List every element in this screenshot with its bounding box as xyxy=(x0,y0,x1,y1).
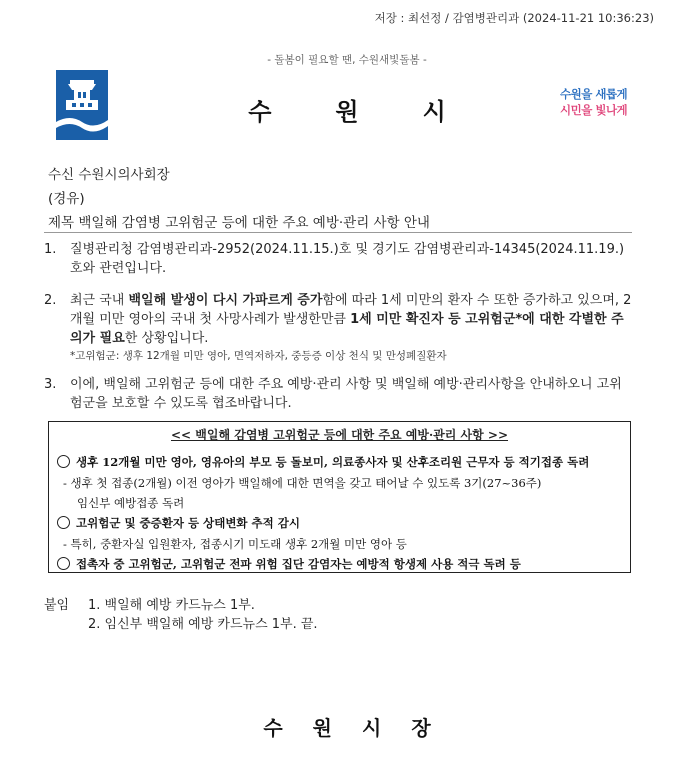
header-divider xyxy=(44,232,632,233)
box-title: << 백일해 감염병 고위험군 등에 대한 주요 예방·관리 사항 >> xyxy=(170,428,509,442)
circle-bullet-icon xyxy=(57,455,70,468)
paragraph-2-bold-b: 1세 미만 확진자 등 고위험군*에 대한 각별한 주의가 필요 xyxy=(70,312,624,346)
subject-line: 제목 백일해 감염병 고위험군 등에 대한 주요 예방·관리 사항 안내 xyxy=(48,215,430,231)
paragraph-1-text: 질병관리청 감염병관리과-2952(2024.11.15.)호 및 경기도 감염병관리과-14345(2024.11.19.) 호와 관련입니다. xyxy=(70,242,625,276)
prevention-guidelines-box xyxy=(48,421,631,573)
paragraph-2-bold-a: 백일해 발생이 다시 가파르게 증가 xyxy=(128,293,323,308)
paragraph-2 xyxy=(44,291,634,364)
paragraph-1 xyxy=(44,240,634,278)
guideline-item-1-sub-2: 임신부 예방접종 독려 xyxy=(77,496,185,510)
paragraph-2-text-b: 함에 따라 1세 미만의 환자 수 또한 증가하고 있으며, 2개월 미만 영아의 국내 첫 사망사례가 발생한만큼 xyxy=(70,293,632,327)
attachments-label: 붙임 xyxy=(44,598,70,613)
brand-slogan-line2: 시민을 빛나게 xyxy=(560,103,628,117)
brand-slogan-logo xyxy=(560,86,636,124)
via-line: (경유) xyxy=(48,191,85,207)
recipient-line: 수신 수원시의사회장 xyxy=(48,167,170,183)
guideline-item-2-text: 고위험군 및 중증환자 등 상태변화 추적 감시 xyxy=(76,516,300,530)
guideline-item-2 xyxy=(57,515,300,531)
attachment-1: 1. 백일해 예방 카드뉴스 1부. xyxy=(88,598,255,613)
attachment-2: 2. 임신부 백일해 예방 카드뉴스 1부. 끝. xyxy=(88,617,318,632)
guideline-item-3-text: 접촉자 중 고위험군, 고위험군 전파 위험 집단 감염자는 예방적 항생제 사용 적극 독려 등 xyxy=(76,557,521,571)
slogan: - 돌봄이 필요할 땐, 수원새빛돌봄 - xyxy=(267,54,427,66)
paragraph-3-text: 이에, 백일해 고위험군 등에 대한 주요 예방·관리 사항 및 백일해 예방·관리사항을 안내하오니 고위험군을 보호할 수 있도록 협조바랍니다. xyxy=(70,377,622,411)
guideline-item-1 xyxy=(57,454,589,470)
paragraph-2-text-a: 최근 국내 xyxy=(70,293,129,308)
brand-slogan-line1: 수원을 새롭게 xyxy=(560,87,628,101)
guideline-item-1-sub-1: - 생후 첫 접종(2개월) 이전 영아가 백일해에 대한 면역을 갖고 태어날 수 있도록 3기(27~36주) xyxy=(63,476,542,490)
signature: 수원시장 xyxy=(263,716,461,740)
paragraph-2-text-c: 한 상황입니다. xyxy=(124,331,209,346)
guideline-item-3 xyxy=(57,556,521,572)
guideline-item-1-text: 생후 12개월 미만 영아, 영유아의 부모 등 돌보미, 의료종사자 및 산후조리원 근무자 등 적기접종 독려 xyxy=(76,455,590,469)
paragraph-3-number: 3. xyxy=(44,377,57,392)
paragraph-3 xyxy=(44,375,634,413)
high-risk-footnote: *고위험군: 생후 12개월 미만 영아, 면역저하자, 중등증 이상 천식 및 만성폐질환자 xyxy=(70,350,447,362)
circle-bullet-icon xyxy=(57,516,70,529)
paragraph-1-number: 1. xyxy=(44,242,57,257)
circle-bullet-icon xyxy=(57,557,70,570)
paragraph-2-number: 2. xyxy=(44,293,57,308)
guideline-item-2-sub: - 특히, 중환자실 입원환자, 접종시기 미도래 생후 2개월 미만 영아 등 xyxy=(63,537,407,551)
org-title: 수원시 xyxy=(248,97,510,126)
record-info: 저장 : 최선정 / 감염병관리과 (2024-11-21 10:36:23) xyxy=(374,11,654,25)
